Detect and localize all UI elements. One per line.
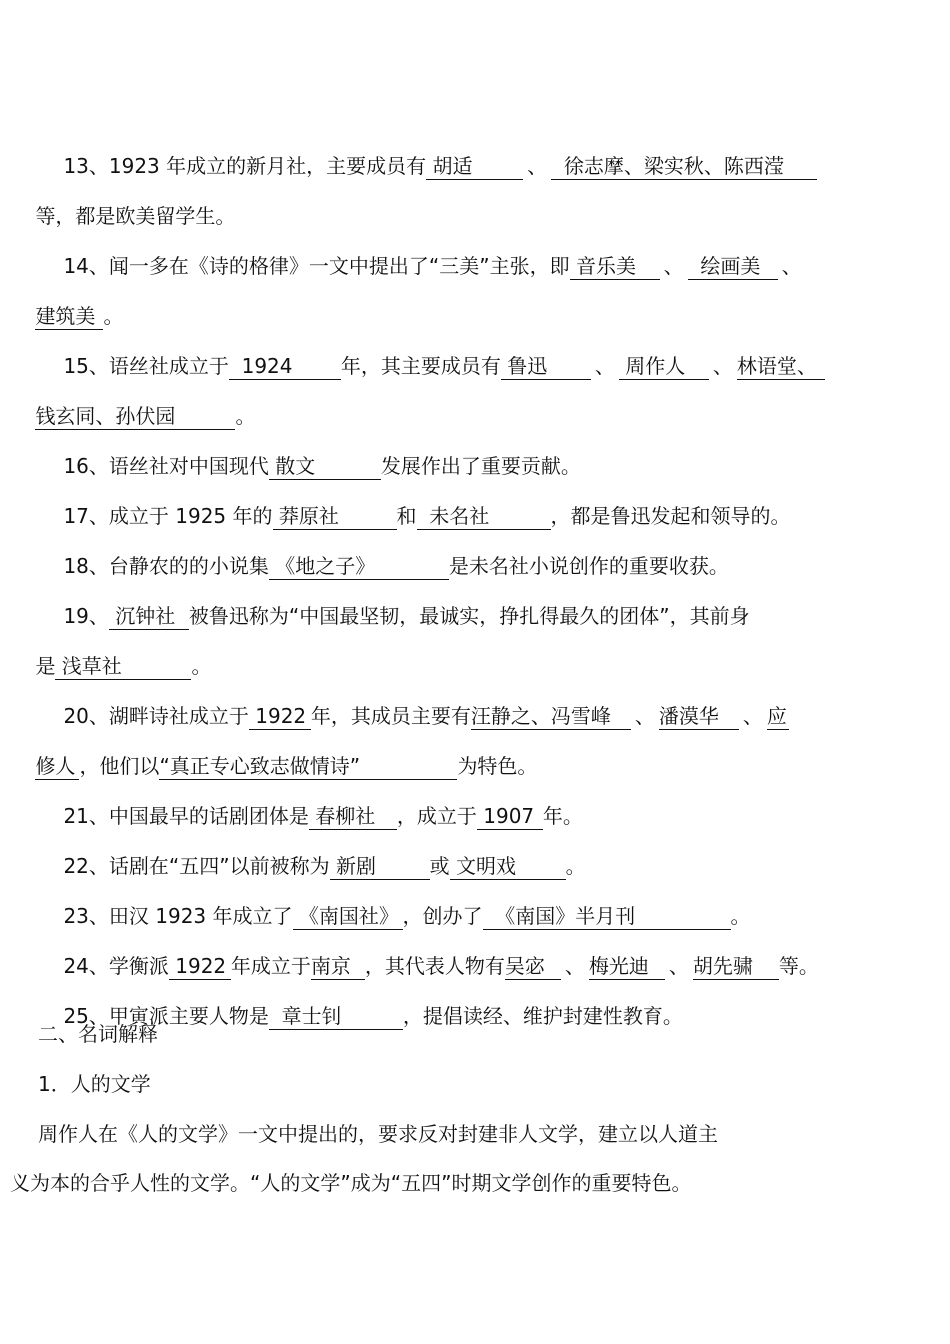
question-14-line2 bbox=[10, 271, 124, 328]
answer-text: 沉钟社 bbox=[115, 604, 176, 628]
question-text: 等。 bbox=[778, 954, 819, 978]
answer-text: 应 bbox=[766, 704, 787, 728]
answer-text: 《南国社》 bbox=[298, 904, 399, 928]
answer-text: 胡先骕 bbox=[692, 954, 753, 978]
question-text: 和 bbox=[396, 504, 417, 528]
question-text: ，创办了 bbox=[402, 904, 483, 928]
answer-text: 1907 bbox=[483, 804, 535, 828]
answer-text: “真正专心致志做情诗” bbox=[159, 754, 361, 778]
separator: 、 bbox=[564, 954, 585, 978]
answer-blank bbox=[659, 704, 739, 730]
question-text: 。 bbox=[191, 654, 212, 678]
question-text: 年，其成员主要有 bbox=[310, 704, 471, 728]
answer-text: 钱玄同、孙伏园 bbox=[35, 404, 176, 428]
question-text: 18、台静农的的小说集 bbox=[63, 554, 269, 578]
answer-blank bbox=[269, 1004, 403, 1030]
answer-text: 未名社 bbox=[429, 504, 490, 528]
answer-text: 梅光迪 bbox=[588, 954, 649, 978]
answer-blank bbox=[551, 154, 817, 180]
question-text: 22、话剧在“五四”以前被称为 bbox=[63, 854, 330, 878]
separator: 、 bbox=[663, 254, 684, 278]
question-23 bbox=[38, 871, 751, 928]
separator: 、 bbox=[634, 704, 655, 728]
answer-text: 《地之子》 bbox=[275, 554, 376, 578]
definition-line1: 周作人在《人的文学》一文中提出的，要求反对封建非人文学，建立以人道主 bbox=[38, 1122, 718, 1146]
question-text: 14、闻一多在《诗的格律》一文中提出了“三美”主张，即 bbox=[63, 254, 570, 278]
question-text: 24、学衡派 bbox=[63, 954, 169, 978]
question-text: 是 bbox=[35, 654, 56, 678]
question-text: 19、 bbox=[63, 604, 109, 628]
answer-blank bbox=[767, 704, 789, 730]
question-text: 年。 bbox=[542, 804, 583, 828]
question-text: 17、成立于 1925 年的 bbox=[63, 504, 273, 528]
question-18 bbox=[38, 521, 729, 578]
question-text: 或 bbox=[429, 854, 450, 878]
answer-text: 修人 bbox=[35, 754, 76, 778]
question-16 bbox=[38, 421, 581, 478]
definition-line2: 义为本的合乎人性的文学。“人的文学”成为“五四”时期文学创作的重要特色。 bbox=[10, 1171, 692, 1195]
question-20-line1 bbox=[38, 671, 789, 728]
question-text: 发展作出了重要贡献。 bbox=[380, 454, 581, 478]
answer-text: 浅草社 bbox=[61, 654, 122, 678]
question-21 bbox=[38, 771, 583, 828]
question-14-line1 bbox=[38, 221, 802, 278]
answer-text: 春柳社 bbox=[315, 804, 376, 828]
separator: 、 bbox=[527, 154, 548, 178]
question-13-line2 bbox=[10, 171, 236, 228]
answer-text: 潘漠华 bbox=[658, 704, 719, 728]
question-text: 是未名社小说创作的重要收获。 bbox=[448, 554, 729, 578]
separator: 、 bbox=[781, 254, 802, 278]
answer-blank bbox=[693, 954, 779, 980]
answer-blank bbox=[688, 254, 778, 280]
question-text: ，提倡读经、维护封建性教育。 bbox=[402, 1004, 683, 1028]
separator: 、 bbox=[742, 704, 763, 728]
answer-text: 散文 bbox=[275, 454, 316, 478]
separator: 、 bbox=[712, 354, 733, 378]
answer-text: 周作人 bbox=[625, 354, 686, 378]
question-text: ，其代表人物有 bbox=[364, 954, 505, 978]
question-text: 21、中国最早的话剧团体是 bbox=[63, 804, 309, 828]
separator: 、 bbox=[594, 354, 615, 378]
question-text: 25、甲寅派主要人物是 bbox=[63, 1004, 269, 1028]
section-heading: 二、名词解释 bbox=[38, 1022, 158, 1046]
answer-blank bbox=[619, 354, 709, 380]
question-text: 13、1923 年成立的新月社，主要成员有 bbox=[63, 154, 427, 178]
answer-blank bbox=[570, 254, 660, 280]
answer-text: 胡适 bbox=[432, 154, 473, 178]
question-text: 年成立于 bbox=[230, 954, 311, 978]
answer-text: 汪静之、 bbox=[470, 704, 551, 728]
question-22 bbox=[38, 821, 586, 878]
answer-text: 1924 bbox=[241, 354, 293, 378]
question-text: 16、语丝社对中国现代 bbox=[63, 454, 269, 478]
question-text: 年，其主要成员有 bbox=[340, 354, 501, 378]
question-text: ，成立于 bbox=[396, 804, 477, 828]
question-17 bbox=[38, 471, 791, 528]
question-text: 被鲁迅称为“中国最坚韧，最诚实，挣扎得最久的团体”，其前身 bbox=[188, 604, 750, 628]
question-text: 为特色。 bbox=[457, 754, 538, 778]
answer-text: 音乐美 bbox=[575, 254, 636, 278]
answer-text: 1922 bbox=[175, 954, 227, 978]
question-text: 。 bbox=[235, 404, 256, 428]
question-15-line2 bbox=[10, 371, 256, 428]
answer-text: 冯雪峰 bbox=[550, 704, 611, 728]
answer-text: 1922 bbox=[255, 704, 307, 728]
answer-text: 莽原社 bbox=[278, 504, 339, 528]
answer-text: 徐志摩、梁实秋、陈西滢 bbox=[563, 154, 784, 178]
question-20-line2 bbox=[10, 721, 538, 778]
question-24 bbox=[38, 921, 819, 978]
answer-text: 新剧 bbox=[335, 854, 376, 878]
answer-text: 文明戏 bbox=[455, 854, 516, 878]
answer-blank bbox=[737, 354, 825, 380]
question-text: 20、湖畔诗社成立于 bbox=[63, 704, 249, 728]
question-text: ，都是鲁迅发起和领导的。 bbox=[550, 504, 791, 528]
term-title: 1．人的文学 bbox=[38, 1072, 151, 1096]
answer-text: 吴宓 bbox=[504, 954, 545, 978]
question-text: 。 bbox=[103, 304, 124, 328]
question-text: 。 bbox=[565, 854, 586, 878]
question-text: 。 bbox=[730, 904, 751, 928]
answer-text: 鲁迅 bbox=[507, 354, 548, 378]
question-19-line2 bbox=[10, 621, 212, 678]
answer-blank bbox=[501, 354, 591, 380]
question-19-line1 bbox=[38, 571, 750, 628]
answer-blank bbox=[551, 704, 631, 730]
answer-blank bbox=[426, 154, 523, 180]
answer-text: 章士钊 bbox=[281, 1004, 342, 1028]
separator: 、 bbox=[668, 954, 689, 978]
answer-text: 林语堂、 bbox=[736, 354, 817, 378]
answer-text: 绘画美 bbox=[700, 254, 761, 278]
question-text: 23、田汉 1923 年成立了 bbox=[63, 904, 293, 928]
question-15-line1 bbox=[38, 321, 825, 378]
question-13-line1 bbox=[38, 121, 817, 178]
answer-text: 建筑美 bbox=[35, 304, 96, 328]
answer-text: 《南国》半月刊 bbox=[495, 904, 636, 928]
question-text: 等，都是欧美留学生。 bbox=[35, 204, 236, 228]
question-text: 15、语丝社成立于 bbox=[63, 354, 229, 378]
question-25 bbox=[38, 971, 683, 1028]
question-text: ，他们以 bbox=[79, 754, 160, 778]
answer-text: 南京 bbox=[310, 954, 351, 978]
